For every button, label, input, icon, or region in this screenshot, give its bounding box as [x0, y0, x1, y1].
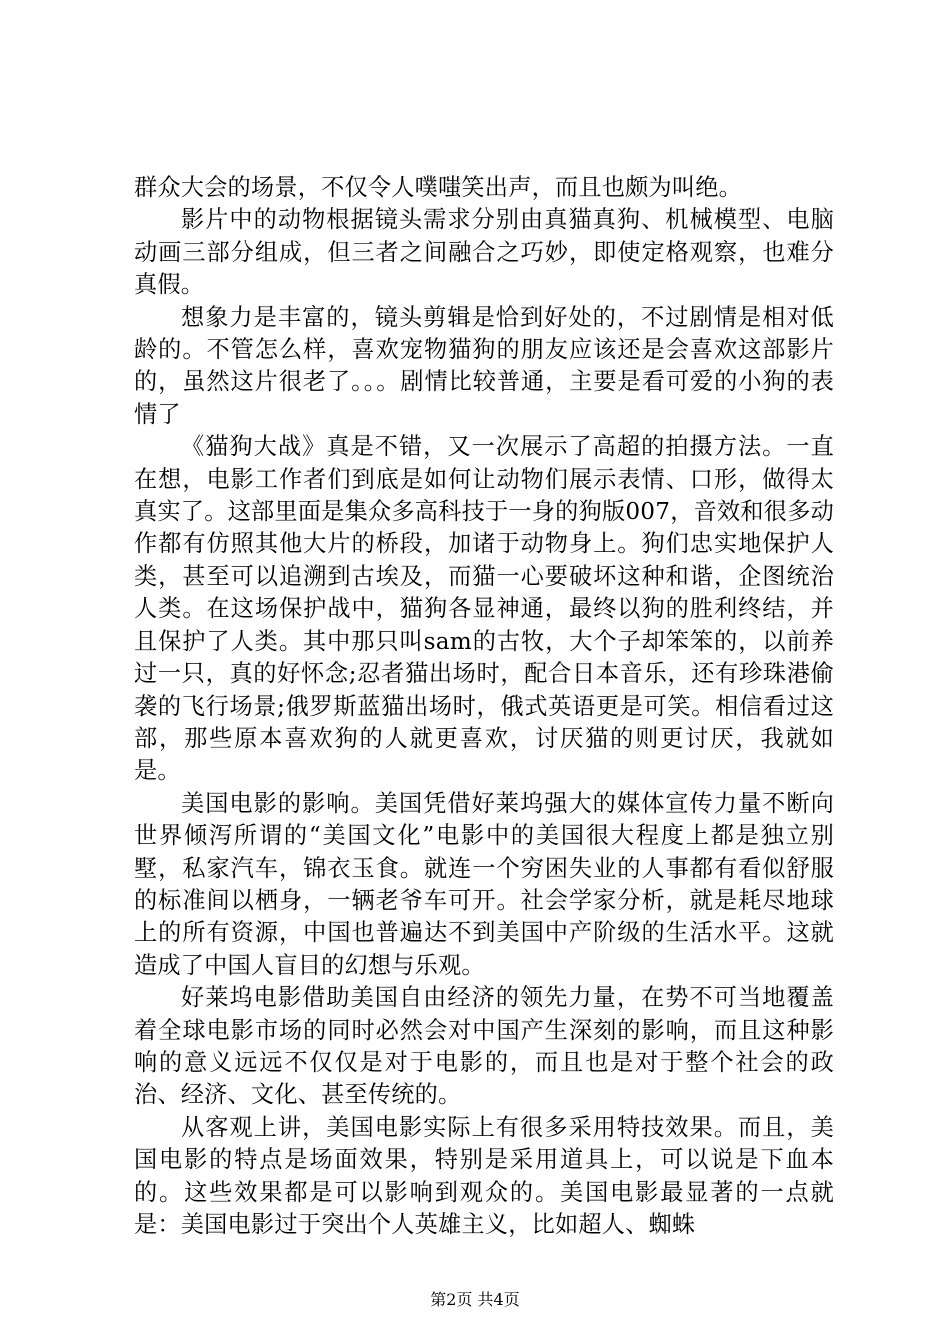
- paragraph: 从客观上讲，美国电影实际上有很多采用特技效果。而且，美国电影的特点是场面效果，特别是采用道具上，可以说是下血本的。这些效果都是可以影响到观众的。美国电影最显著的一点就是：美国电影过于突出个人英雄主义，比如超人、蜘蛛: [134, 1113, 834, 1238]
- paragraph: 群众大会的场景，不仅令人噗嗤笑出声，而且也颇为叫绝。: [134, 174, 743, 201]
- paragraph: 好莱坞电影借助美国自由经济的领先力量，在势不可当地覆盖着全球电影市场的同时必然会对中国产生深刻的影响，而且这种影响的意义远远不仅仅是对于电影的，而且也是对于整个社会的政治、经济、文化、甚至传统的。: [134, 984, 834, 1109]
- paragraph: 想象力是丰富的，镜头剪辑是恰到好处的，不过剧情是相对低龄的。不管怎么样，喜欢宠物猫狗的朋友应该还是会喜欢这部影片的，虽然这片很老了。。。剧情比较普通，主要是看可爱的小狗的表情了: [134, 303, 834, 428]
- paragraph: 美国电影的影响。美国凭借好莱坞强大的媒体宣传力量不断向世界倾泻所谓的“美国文化”电影中的美国很大程度上都是独立别墅，私家汽车，锦衣玉食。就连一个穷困失业的人事都有看似舒服的标准间以栖身，一辆老爷车可开。社会学家分析，就是耗尽地球上的所有资源，中国也普遍达不到美国中产阶级的生活水平。这就造成了中国人盲目的幻想与乐观。: [134, 789, 834, 979]
- document-body: [134, 172, 834, 1241]
- paragraph: 影片中的动物根据镜头需求分别由真猫真狗、机械模型、电脑动画三部分组成，但三者之间融合之巧妙，即使定格观察，也难分真假。: [134, 206, 834, 299]
- page-footer: 第2页 共4页: [430, 1290, 520, 1309]
- paragraph: 《猫狗大战》真是不错，又一次展示了高超的拍摄方法。一直在想，电影工作者们到底是如何让动物们展示表情、口形，做得太真实了。这部里面是集众多高科技于一身的狗版007，音效和很多动作都有仿照其他大片的桥段，加诸于动物身上。狗们忠实地保护人类，甚至可以追溯到古埃及，而猫一心要破坏这种和谐，企图统治人类。在这场保护战中，猫狗各显神通，最终以狗的胜利终结，并且保护了人类。其中那只叫sam的古牧，大个子却笨笨的，以前养过一只，真的好怀念;忍者猫出场时，配合日本音乐，还有珍珠港偷袭的飞行场景;俄罗斯蓝猫出场时，俄式英语更是可笑。相信看过这部，那些原本喜欢狗的人就更喜欢，讨厌猫的则更讨厌，我就如是。: [134, 433, 834, 785]
